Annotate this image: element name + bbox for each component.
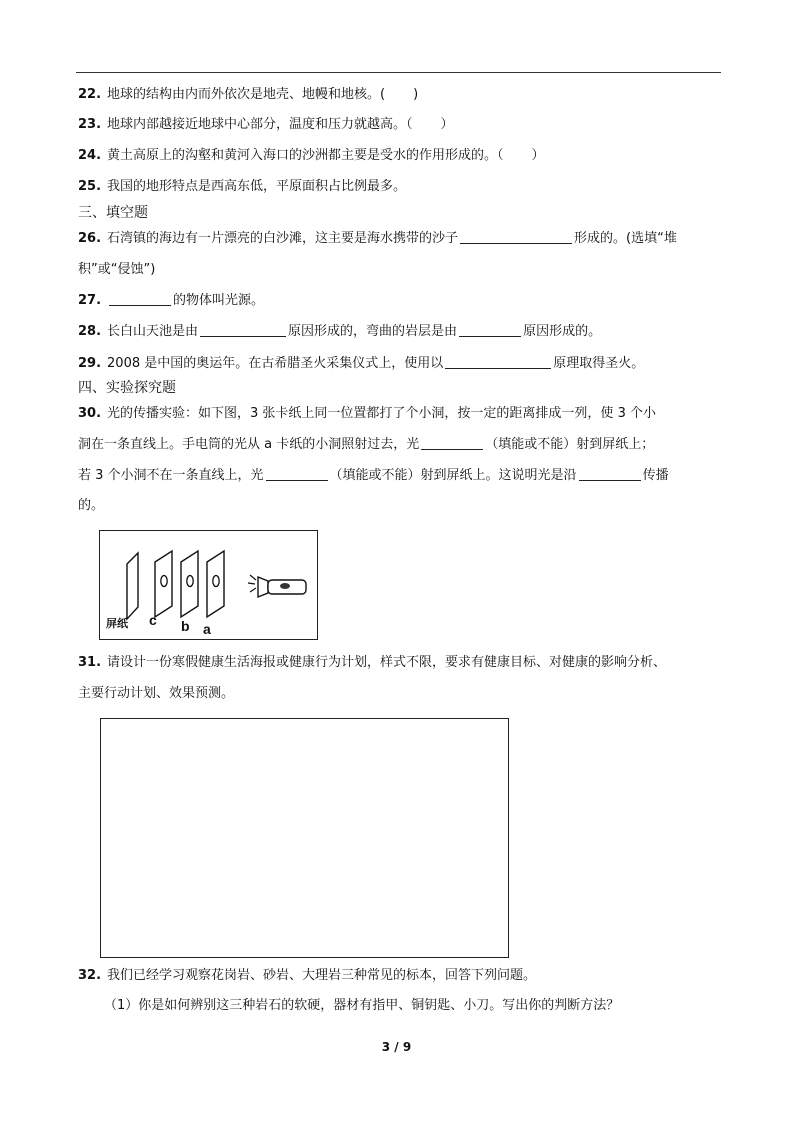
question-28: 28. 长白山天池是由 原因形成的，弯曲的岩层是由 原因形成的。 [78, 324, 602, 339]
question-32-sub1: （1）你是如何辨别这三种岩石的软硬，器材有指甲、铜钥匙、小刀。写出你的判断方法？ [104, 998, 620, 1013]
card-c-label: c [149, 612, 157, 628]
flashlight-icon [248, 575, 306, 597]
answer-blank[interactable] [579, 467, 641, 481]
answer-blank[interactable] [460, 230, 572, 244]
card-b [181, 551, 198, 617]
question-26-cont: 积”或“侵蚀”) [78, 262, 156, 277]
question-30-line1: 30. 光的传播实验：如下图，3 张卡纸上同一位置都打了个小洞，按一定的距离排成一列，使 3 个小 [78, 406, 656, 421]
answer-blank[interactable] [445, 355, 551, 369]
question-23: 23. 地球内部越接近地球中心部分，温度和压力就越高。（ ） [78, 117, 454, 132]
page-number: 3 / 9 [381, 1040, 412, 1054]
question-24: 24. 黄土高原上的沟壑和黄河入海口的沙洲都主要是受水的作用形成的。（ ） [78, 148, 545, 163]
question-30-line3: 若 3 个小洞不在一条直线上，光 （填能或不能）射到屏纸上。这说明光是沿 传播 [78, 468, 669, 483]
answer-blank[interactable] [459, 323, 521, 337]
answer-blank[interactable] [200, 323, 286, 337]
header-rule [76, 72, 721, 73]
question-26: 26. 石湾镇的海边有一片漂亮的白沙滩，这主要是海水携带的沙子 形成的。(选填“堆 [78, 231, 677, 246]
question-31-line1: 31. 请设计一份寒假健康生活海报或健康行为计划，样式不限，要求有健康目标、对健康的影响分析、 [78, 655, 667, 670]
card-b-label: b [181, 618, 190, 634]
card-c [155, 551, 172, 617]
answer-blank[interactable] [266, 467, 328, 481]
light-experiment-diagram [100, 531, 316, 638]
question-30-line4: 的。 [78, 498, 105, 513]
section-fill-blank-title: 三、填空题 [78, 205, 148, 221]
screen-label: 屏纸 [106, 618, 128, 630]
question-31-line2: 主要行动计划、效果预测。 [78, 686, 235, 701]
card-a-label: a [203, 621, 211, 637]
question-22: 22. 地球的结构由内而外依次是地壳、地幔和地核。( ) [78, 87, 419, 102]
poster-answer-box[interactable] [100, 718, 509, 958]
question-32: 32. 我们已经学习观察花岗岩、砂岩、大理岩三种常见的标本，回答下列问题。 [78, 968, 537, 983]
question-27: 27. 的物体叫光源。 [78, 293, 265, 308]
question-30-line2: 洞在一条直线上。手电筒的光从 a 卡纸的小洞照射过去，光 （填能或不能）射到屏纸上； [78, 437, 655, 452]
screen-paper [127, 553, 138, 619]
answer-blank[interactable] [421, 436, 483, 450]
question-25: 25. 我国的地形特点是西高东低，平原面积占比例最多。 [78, 179, 407, 194]
answer-blank[interactable] [109, 292, 171, 306]
light-experiment-figure [99, 530, 318, 640]
card-a [207, 551, 224, 617]
section-experiment-title: 四、实验探究题 [78, 380, 176, 396]
question-29: 29. 2008 是中国的奥运年。在古希腊圣火采集仪式上，使用以 原理取得圣火。 [78, 356, 645, 371]
